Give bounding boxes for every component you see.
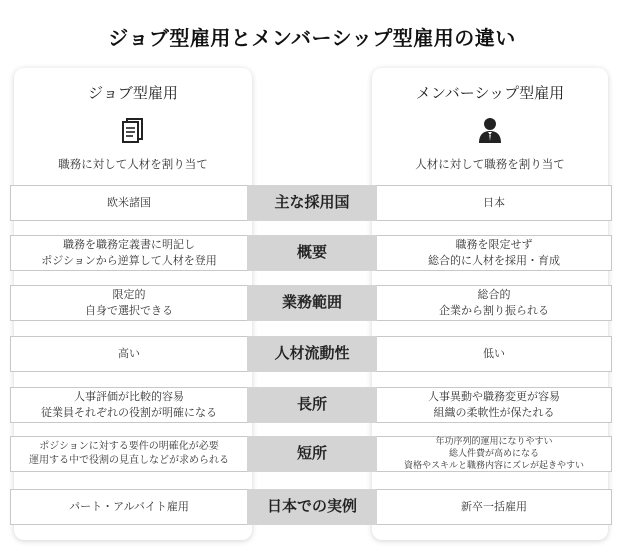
row-right-cell: 職務を限定せず 総合的に人材を採用・育成 bbox=[428, 238, 560, 267]
row-right-cell: 総合的 企業から割り振られる bbox=[439, 288, 549, 317]
row-left-cell: 職務を職務定義書に明記し ポジションから逆算して人材を登用 bbox=[41, 238, 217, 267]
row-japan-examples bbox=[10, 489, 612, 525]
row-weaknesses bbox=[10, 436, 612, 472]
row-right-cell: 人事異動や職務変更が容易 組織の柔軟性が保たれる bbox=[428, 390, 560, 419]
membership-type-description: 人材に対して職務を割り当て bbox=[415, 157, 565, 171]
row-left-cell: 高い bbox=[118, 347, 140, 361]
row-left-cell: 人事評価が比較的容易 従業員それぞれの役割が明確になる bbox=[41, 390, 217, 419]
row-right-cell: 年功序列的運用になりやすい 総人件費が高めになる 資格やスキルと職務内容にズレが起きやすい bbox=[404, 436, 584, 472]
row-label: 概要 bbox=[247, 235, 377, 271]
document-icon bbox=[120, 116, 146, 144]
row-label: 長所 bbox=[247, 387, 377, 423]
row-strengths bbox=[10, 387, 612, 423]
membership-type-title: メンバーシップ型雇用 bbox=[415, 84, 565, 102]
row-left-cell: パート・アルバイト雇用 bbox=[69, 500, 189, 514]
row-right-cell: 低い bbox=[483, 347, 505, 361]
row-mobility bbox=[10, 336, 612, 372]
row-work-scope bbox=[10, 285, 612, 321]
row-label: 日本での実例 bbox=[247, 489, 377, 525]
person-icon bbox=[477, 116, 503, 144]
row-left-cell: 限定的 自身で選択できる bbox=[85, 288, 173, 317]
row-label: 人材流動性 bbox=[247, 336, 377, 372]
row-label: 業務範囲 bbox=[247, 285, 377, 321]
job-type-header bbox=[14, 68, 252, 180]
page-title: ジョブ型雇用とメンバーシップ型雇用の違い bbox=[108, 26, 516, 50]
row-main-countries bbox=[10, 185, 612, 221]
job-type-description: 職務に対して人材を割り当て bbox=[58, 157, 208, 171]
job-type-title: ジョブ型雇用 bbox=[88, 84, 178, 102]
row-label: 短所 bbox=[247, 436, 377, 472]
row-overview bbox=[10, 235, 612, 271]
row-right-cell: 新卒一括雇用 bbox=[461, 500, 527, 514]
membership-type-header bbox=[372, 68, 608, 180]
row-left-cell: ポジションに対する要件の明確化が必要 運用する中で役割の見直しなどが求められる bbox=[29, 440, 229, 466]
row-left-cell: 欧米諸国 bbox=[107, 196, 151, 210]
row-right-cell: 日本 bbox=[483, 196, 505, 210]
row-label: 主な採用国 bbox=[247, 185, 377, 221]
